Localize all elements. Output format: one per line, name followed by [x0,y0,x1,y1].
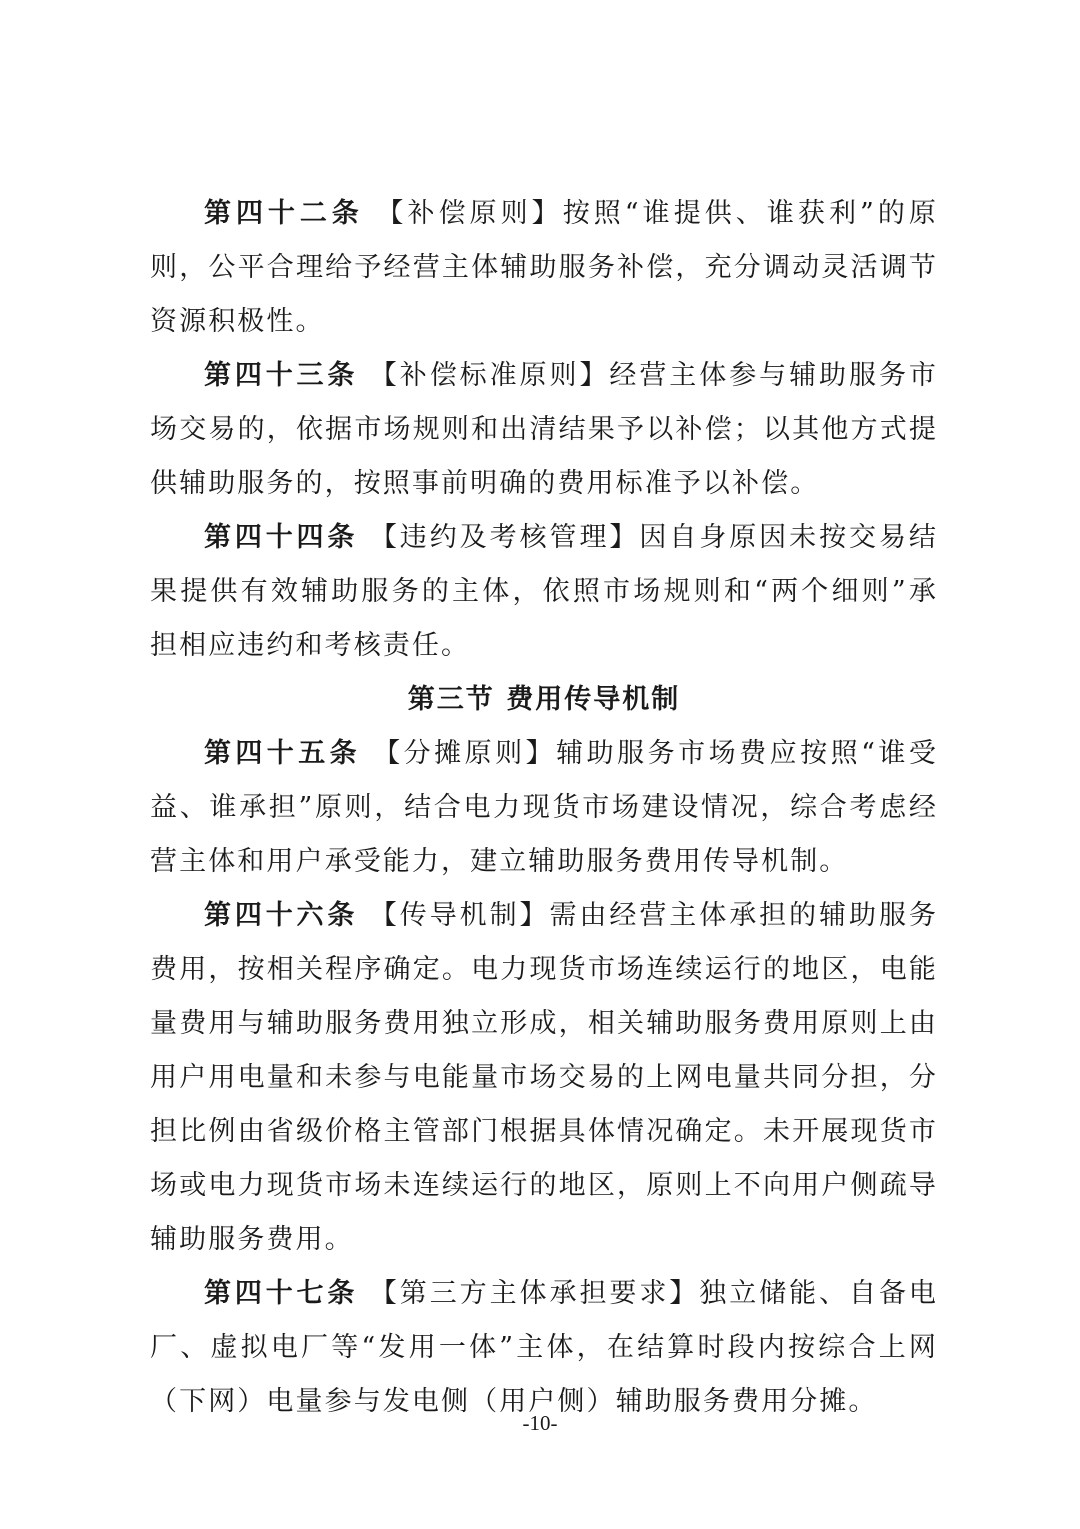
article-42 [150,187,938,349]
article-heading: 【第三方主体承担要求】 [369,1278,700,1309]
page-number: -10- [522,1411,558,1435]
article-46 [150,889,938,1267]
article-number: 第四十三条 [204,360,359,391]
article-body: 独立储能、自备电厂、虚拟电厂等“发用一体”主体，在结算时段内按综合上网（下网）电量参与发电侧（用户侧）辅助服务费用分摊。 [150,1278,938,1417]
article-body: 因自身原因未按交易结果提供有效辅助服务的主体，依照市场规则和“两个细则”承担相应违约和考核责任。 [150,522,939,661]
article-44 [150,511,938,673]
article-43 [150,349,938,511]
article-heading: 【传导机制】 [369,900,550,931]
article-number: 第四十五条 [204,738,361,769]
article-number: 第四十七条 [204,1278,359,1309]
article-heading: 【补偿标准原则】 [369,360,610,391]
article-heading: 【补偿原则】 [376,198,563,229]
article-heading: 【分摊原则】 [373,738,557,769]
article-47 [150,1267,938,1429]
article-body: 辅助服务市场费应按照“谁受益、谁承担”原则，结合电力现货市场建设情况，综合考虑经营主体和用户承受能力，建立辅助服务费用传导机制。 [150,738,938,877]
article-number: 第四十二条 [204,198,364,229]
article-45 [150,727,938,889]
article-body: 需由经营主体承担的辅助服务费用，按相关程序确定。电力现货市场连续运行的地区，电能量费用与辅助服务费用独立形成，相关辅助服务费用原则上由用户用电量和未参与电能量市场交易的上网电量共同分担，分担比例由省级价格主管部门根据具体情况确定。未开展现货市场或电力现货市场未连续运行的地区，原则上不向用户侧疏导辅助服务费用。 [150,900,938,1255]
article-number: 第四十六条 [204,900,359,931]
section-title: 第三节 费用传导机制 [407,684,681,715]
article-body: 经营主体参与辅助服务市场交易的，依据市场规则和出清结果予以补偿；以其他方式提供辅助服务的，按照事前明确的费用标准予以补偿。 [150,360,939,499]
article-heading: 【违约及考核管理】 [369,522,640,553]
article-number: 第四十四条 [204,522,359,553]
article-body: 按照“谁提供、谁获利”的原则，公平合理给予经营主体辅助服务补偿，充分调动灵活调节资源积极性。 [150,198,939,337]
document-page [150,187,938,1429]
